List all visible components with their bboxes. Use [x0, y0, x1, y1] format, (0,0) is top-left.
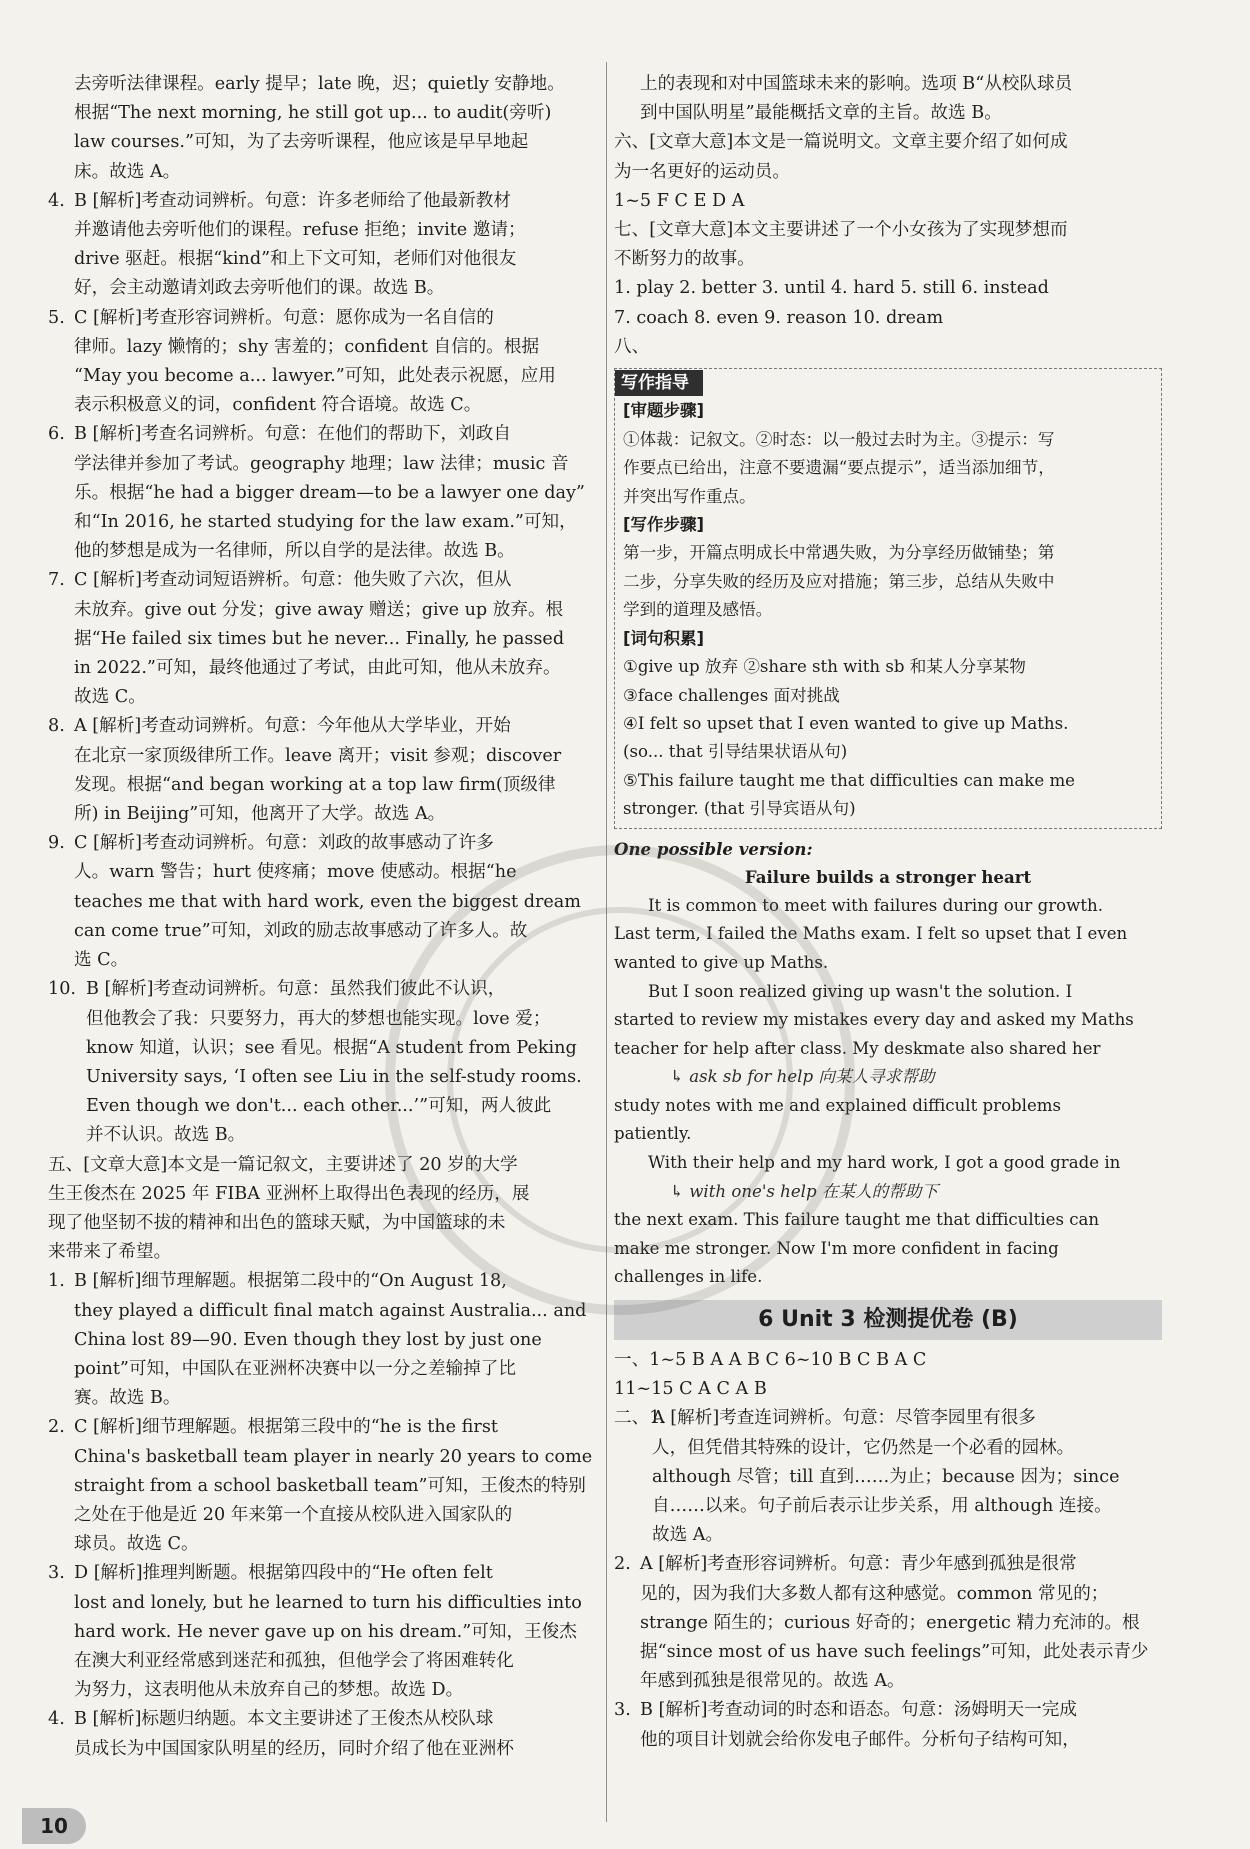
column-divider — [606, 62, 607, 1822]
item-line: 乐。根据“he had a bigger dream—to be a lawyer one day” — [74, 482, 585, 503]
item-number: 5. — [48, 307, 65, 328]
item-line: 故选 A。 — [652, 1525, 724, 1546]
item-line: B [解析]考查动词辨析。句意：许多老师给了他最新教材 — [74, 190, 511, 211]
item-line: 学法律并参加了考试。geography 地理；law 法律；music 音 — [74, 453, 569, 474]
writing-steps — [623, 539, 1153, 624]
text-line: 去旁听法律课程。early 提早；late 晚，迟；quietly 安静地。 — [74, 74, 565, 94]
item-line: China's basketball team player in nearly 20 years to come — [74, 1446, 593, 1467]
text-line: 不断努力的故事。 — [614, 249, 755, 270]
unit-banner: 6 Unit 3 检测提优卷 (B) — [614, 1300, 1162, 1340]
essay-paragraph-3 — [614, 1149, 1162, 1178]
item-line: A [解析]考查连词辨析。句意：尽管李园里有很多 — [652, 1408, 1036, 1429]
item-line: C [解析]细节理解题。根据第三段中的“he is the first — [74, 1417, 498, 1438]
text-line: With their help and my hard work, I got a good grade in — [648, 1153, 1121, 1173]
text-line: started to review my mistakes every day and asked my Maths — [614, 1010, 1134, 1030]
text-line: stronger. (that 引导宾语从句) — [623, 799, 856, 819]
answer-item — [48, 304, 600, 421]
item-line: 所) in Beijing”可知，他离开了大学。故选 A。 — [74, 804, 446, 825]
item-number: 9. — [48, 833, 65, 854]
text-line: 五、[文章大意]本文是一篇记叙文，主要讲述了 20 岁的大学 — [48, 1154, 518, 1175]
text-line: 现了他坚韧不拔的精神和出色的篮球天赋，为中国篮球的未 — [48, 1212, 506, 1233]
essay-note-1: ↳ ask sb for help 向某人寻求帮助 — [670, 1067, 935, 1087]
item-line: 球员。故选 C。 — [74, 1534, 199, 1555]
text-line: 作要点已给出，注意不要遗漏“要点提示”，适当添加细节， — [623, 458, 1055, 478]
item-number: 7. — [48, 570, 65, 591]
vocab-list — [623, 653, 1153, 823]
item-number: 2. — [48, 1417, 65, 1438]
item-line: D [解析]推理判断题。根据第四段中的“He often felt — [74, 1563, 493, 1584]
essay-paragraph-2 — [614, 978, 1162, 1064]
item-line: 据“He failed six times but he never... Finally, he passed — [74, 628, 565, 649]
writing-steps-heading: [写作步骤] — [623, 515, 705, 535]
item-line: A [解析]考查形容词辨析。句意：青少年感到孤独是很常 — [640, 1554, 1077, 1575]
item-line: 并不认识。故选 B。 — [86, 1125, 246, 1146]
item-line: Even though we don't... each other...’”可知，两人彼此 — [86, 1096, 552, 1117]
essay-paragraph-2b — [614, 1092, 1162, 1149]
answer-item — [48, 1559, 600, 1705]
text-line: 七、[文章大意]本文主要讲述了一个小女孩为了实现梦想而 — [614, 220, 1068, 241]
answer-item — [48, 420, 600, 566]
item-line: strange 陌生的；curious 好奇的；energetic 精力充沛的。根 — [640, 1612, 1140, 1633]
text-line: wanted to give up Maths. — [614, 952, 829, 972]
right-top — [614, 70, 1162, 128]
section5-summary — [48, 1151, 600, 1268]
item-line: B [解析]标题归纳题。本文主要讲述了王俊杰从校队球 — [74, 1709, 494, 1730]
note-text: ask sb for help 向某人寻求帮助 — [689, 1067, 935, 1087]
text-line: patiently. — [614, 1124, 692, 1144]
text-line: 六、[文章大意]本文是一篇说明文。文章主要介绍了如何成 — [614, 132, 1068, 153]
item-line: 人。warn 警告；hurt 使疼痛；move 使感动。根据“he — [74, 862, 517, 883]
text-line: ⑤This failure taught me that difficulties can make me — [623, 770, 1075, 790]
item-line: 他的梦想是成为一名律师，所以自学的是法律。故选 B。 — [74, 541, 515, 562]
item-line: 为努力，这表明他从未放弃自己的梦想。故选 D。 — [74, 1680, 464, 1701]
item-line: 未放弃。give out 分发；give away 赠送；give up 放弃。根 — [74, 599, 564, 620]
item-number: 4. — [48, 190, 65, 211]
answer-item — [48, 975, 600, 1150]
text-line: 到中国队明星”最能概括文章的主旨。故选 B。 — [640, 103, 1002, 124]
answer-item — [614, 1696, 1162, 1754]
item-line: 在澳大利亚经常感到迷茫和孤独，但他学会了将困难转化 — [74, 1650, 514, 1671]
item-line: 但他教会了我：只要努力，再大的梦想也能实现。love 爱； — [86, 1008, 551, 1029]
text-line: ①give up 放弃 ②share sth with sb 和某人分享某物 — [623, 657, 1026, 677]
item-line: can come true”可知，刘政的励志故事感动了许多人。故 — [74, 920, 528, 941]
item-line: C [解析]考查动词短语辨析。句意：他失败了六次，但从 — [74, 570, 512, 591]
text-line: 7. coach 8. even 9. reason 10. dream — [614, 307, 944, 328]
item-line: 和“In 2016, he started studying for the law exam.”可知， — [74, 512, 577, 533]
item-line: 在北京一家顶级律所工作。leave 离开；visit 参观；discover — [74, 745, 562, 766]
text-line: study notes with me and explained difficult problems — [614, 1095, 1062, 1115]
text-line: (so... that 引导结果状语从句) — [623, 742, 848, 762]
essay-paragraph-1 — [614, 892, 1162, 978]
item-line: “May you become a... lawyer.”可知，此处表示祝愿，应用 — [74, 366, 556, 387]
note-text: with one's help 在某人的帮助下 — [689, 1181, 939, 1201]
text-line: 八、 — [614, 336, 650, 357]
section7 — [614, 216, 1162, 362]
text-line: But I soon realized giving up wasn't the solution. I — [648, 981, 1073, 1001]
essay-paragraph-3b — [614, 1206, 1162, 1292]
text-line: teacher for help after class. My deskmate also shared her — [614, 1038, 1101, 1058]
answer-key — [614, 1346, 1162, 1404]
item-line: lost and lonely, but he learned to turn his difficulties into — [74, 1592, 582, 1613]
item-line: B [解析]考查名词辨析。句意：在他们的帮助下，刘政自 — [74, 424, 511, 445]
page-number: 10 — [22, 1808, 86, 1844]
item-line: 表示积极意义的词，confident 符合语境。故选 C。 — [74, 395, 482, 416]
text-line: 1~5 F C E D A — [614, 190, 745, 211]
text-line: 一、1~5 B A A B C 6~10 B C B A C — [614, 1350, 927, 1371]
text-line: 根据“The next morning, he still got up... to audit(旁听) — [74, 103, 552, 124]
item-number: 4. — [48, 1709, 65, 1730]
essay-label: One possible version: — [614, 838, 813, 859]
answer-item — [48, 1267, 600, 1413]
item-line: China lost 89—90. Even though they lost by just one — [74, 1329, 542, 1350]
item-line: in 2022.”可知，最终他通过了考试，由此可知，他从未放弃。 — [74, 658, 561, 679]
item-line: C [解析]考查动词辨析。句意：刘政的故事感动了许多 — [74, 833, 494, 854]
answer-item — [48, 1413, 600, 1559]
text-line: 来带来了希望。 — [48, 1242, 172, 1263]
item-line: point”可知，中国队在亚洲杯决赛中以一分之差输掉了比 — [74, 1358, 516, 1379]
item-line: drive 驱赶。根据“kind”和上下文可知，老师们对他很友 — [74, 249, 517, 270]
text-line: It is common to meet with failures during our growth. — [648, 895, 1103, 915]
item-line: C [解析]考查形容词辨析。句意：愿你成为一名自信的 — [74, 307, 494, 328]
right-column — [614, 70, 1162, 1755]
item-line: 见的，因为我们大多数人都有这种感觉。common 常见的； — [640, 1583, 1109, 1604]
item-number: 3. — [48, 1563, 65, 1584]
item-line: 律师。lazy 懒惰的；shy 害羞的；confident 自信的。根据 — [74, 336, 540, 357]
text-line: law courses.”可知，为了去旁听课程，他应该是早早地起 — [74, 132, 529, 153]
item-number: 2. — [614, 1554, 631, 1575]
item-line: know 知道，认识；see 看见。根据“A student from Peking — [86, 1037, 577, 1058]
text-line: 11~15 C A C A B — [614, 1379, 767, 1400]
item-line: 赛。故选 B。 — [74, 1388, 181, 1409]
answer-item — [48, 187, 600, 304]
item-number: 6. — [48, 424, 65, 445]
answer-item — [614, 1550, 1162, 1696]
vocab-heading: [词句积累] — [623, 628, 705, 648]
item-line: 好，会主动邀请刘政去旁听他们的课。故选 B。 — [74, 278, 445, 299]
item-line: hard work. He never gave up on his dream.”可知，王俊杰 — [74, 1621, 577, 1642]
item-line: although 尽管；till 直到……为止；because 因为；since — [652, 1466, 1120, 1487]
review-steps — [623, 426, 1153, 511]
text-line: ④I felt so upset that I even wanted to give up Maths. — [623, 713, 1069, 733]
text-line: the next exam. This failure taught me that difficulties can — [614, 1210, 1100, 1230]
item-number: 3. — [614, 1700, 631, 1721]
writing-guide-badge: 写作指导 — [615, 370, 703, 396]
item-line: 之处在于他是近 20 年来第一个直接从校队进入国家队的 — [74, 1504, 513, 1525]
text-line: 为一名更好的运动员。 — [614, 161, 790, 182]
answer-list-part2 — [614, 1404, 1162, 1754]
item-number: 8. — [48, 716, 65, 737]
text-line: Last term, I failed the Maths exam. I felt so upset that I even — [614, 924, 1128, 944]
text-line: 第一步，开篇点明成长中常遇失败，为分享经历做铺垫；第 — [623, 543, 1055, 563]
text-line: 床。故选 A。 — [74, 161, 181, 182]
text-line: 二步，分享失败的经历及应对措施；第三步，总结从失败中 — [623, 571, 1055, 591]
review-steps-heading: [审题步骤] — [623, 401, 705, 421]
item-line: 并邀请他去旁听他们的课程。refuse 拒绝；invite 邀请； — [74, 220, 526, 241]
item-line: 人，但凭借其特殊的设计，它仍然是一个必看的园林。 — [652, 1437, 1075, 1458]
item-line: B [解析]考查动词辨析。句意：虽然我们彼此不认识， — [86, 979, 506, 1000]
item-line: B [解析]细节理解题。根据第二段中的“On August 18, — [74, 1271, 507, 1292]
item-line: 发现。根据“and began working at a top law firm(顶级律 — [74, 774, 556, 795]
text-line: make me stronger. Now I'm more confident in facing — [614, 1238, 1059, 1258]
text-line: 1. play 2. better 3. until 4. hard 5. still 6. instead — [614, 278, 1049, 299]
item-line: 员成长为中国国家队明星的经历，同时介绍了他在亚洲杯 — [74, 1738, 514, 1759]
left-column — [48, 70, 600, 1764]
item-line: 选 C。 — [74, 950, 129, 971]
answer-list-section5 — [48, 1267, 600, 1763]
answer-item — [48, 1705, 600, 1763]
item-line: A [解析]考查动词辨析。句意：今年他从大学毕业，开始 — [74, 716, 511, 737]
text-line: challenges in life. — [614, 1267, 763, 1287]
item-line: straight from a school basketball team”可知，王俊杰的特别 — [74, 1475, 586, 1496]
item-line: teaches me that with hard work, even the biggest dream — [74, 891, 581, 912]
item-number: 1. — [48, 1271, 65, 1292]
item-line: University says, ‘I often see Liu in the self-study rooms. — [86, 1066, 582, 1087]
item-line: 据“since most of us have such feelings”可知，此处表示青少 — [640, 1642, 1149, 1663]
text-line: 上的表现和对中国篮球未来的影响。选项 B“从校队球员 — [640, 74, 1073, 94]
item-line: 年感到孤独是很常见的。故选 A。 — [640, 1671, 905, 1692]
text-line: 生王俊杰在 2025 年 FIBA 亚洲杯上取得出色表现的经历，展 — [48, 1183, 530, 1204]
item-line: 他的项目计划就会给你发电子邮件。分析句子结构可知， — [640, 1729, 1080, 1750]
essay-note-2: ↳ with one's help 在某人的帮助下 — [670, 1181, 939, 1201]
answer-item — [48, 712, 600, 829]
answer-item — [614, 1404, 1162, 1550]
item-line: they played a difficult final match against Australia... and — [74, 1300, 587, 1321]
text-line: 并突出写作重点。 — [623, 486, 756, 506]
essay-title: Failure builds a stronger heart — [744, 867, 1032, 888]
text-line: ①体裁：记叙文。②时态：以一般过去时为主。③提示：写 — [623, 429, 1055, 449]
text-line: ③face challenges 面对挑战 — [623, 685, 840, 705]
left-intro — [48, 70, 600, 187]
section6 — [614, 128, 1162, 216]
item-line: B [解析]考查动词的时态和语态。句意：汤姆明天一完成 — [640, 1700, 1077, 1721]
item-number: 二、1. — [614, 1408, 666, 1429]
writing-guide-box — [614, 368, 1162, 829]
item-line: 自……以来。句子前后表示让步关系，用 although 连接。 — [652, 1496, 1112, 1517]
answer-item — [48, 829, 600, 975]
text-line: 学到的道理及感悟。 — [623, 600, 773, 620]
item-number: 10. — [48, 979, 76, 1000]
item-line: 故选 C。 — [74, 687, 146, 708]
answer-list-section4 — [48, 187, 600, 1151]
answer-item — [48, 566, 600, 712]
sample-essay — [614, 835, 1162, 1293]
